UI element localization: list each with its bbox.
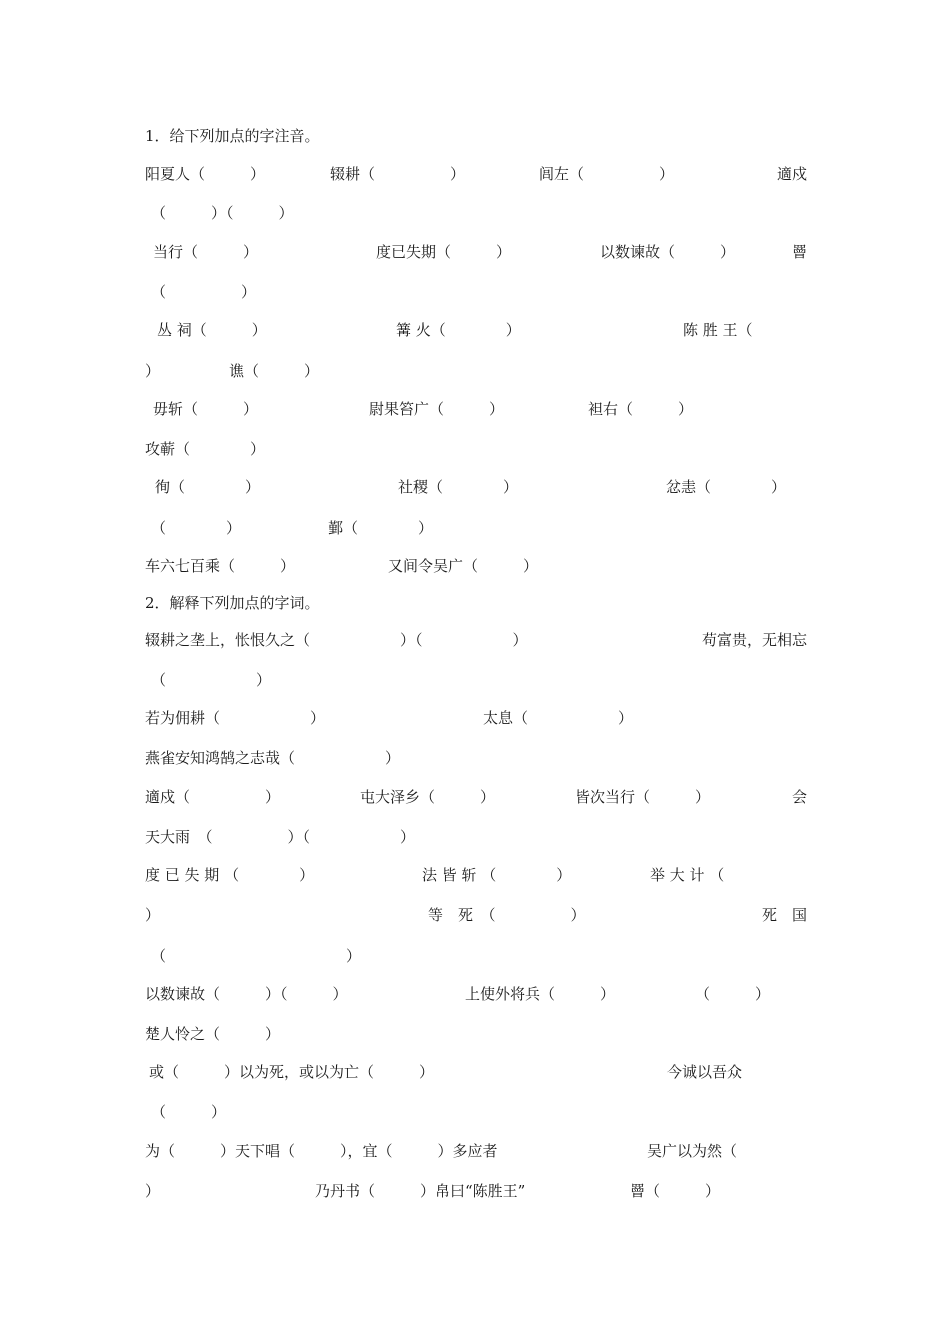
q2-item: 乃丹书（ ）帛曰“陈胜王” [315, 1182, 526, 1200]
q2-item: 法 皆 斩 （ ） [422, 866, 572, 884]
q1-line-2 [145, 201, 807, 225]
q2-item: 吴广以为然（ [647, 1142, 738, 1160]
q2-item: ） [145, 906, 161, 924]
q2-item: 罾（ ） [630, 1182, 721, 1200]
q2-line-15 [145, 1179, 807, 1203]
q2-item: 为（ ）天下唱（ ），宜（ ）多应者 [145, 1142, 498, 1160]
q1-item: 谯（ ） [229, 362, 320, 380]
q2-item: （ ） [151, 1103, 227, 1121]
q2-item: ） [145, 1182, 161, 1200]
q2-item: 屯大泽乡（ ） [360, 788, 496, 806]
q2-line-12 [145, 1060, 807, 1084]
q2-item: 举 大 计 （ [650, 866, 725, 884]
q1-heading [145, 124, 807, 148]
q2-heading-text: 2．解释下列加点的字词。 [145, 594, 320, 612]
q2-item: 苟富贵，无相忘 [701, 631, 807, 649]
q1-item: 阳夏人（ ） [145, 165, 266, 183]
q1-item: 適戍 [776, 165, 807, 183]
q2-item: 死 国 [761, 906, 807, 924]
q1-line-1 [145, 162, 807, 186]
q1-heading-text: 1．给下列加点的字注音。 [145, 127, 320, 145]
q2-line-8 [145, 903, 807, 927]
q2-item: 適戍（ ） [145, 788, 281, 806]
q1-line-7 [145, 397, 807, 421]
q1-item: 尉果笞广（ ） [369, 400, 505, 418]
q2-line-9 [145, 944, 807, 968]
q1-item: 当行（ ） [153, 243, 259, 261]
q1-line-8 [145, 437, 807, 461]
q1-item: 陈 胜 王（ [683, 321, 753, 339]
q1-item: 以数谏故（ ） [600, 243, 736, 261]
q1-item: 又间令吴广（ ） [388, 557, 539, 575]
q2-item: 辍耕之垄上，怅恨久之（ ）（ ） [145, 631, 528, 649]
q2-item: （ ） [695, 985, 771, 1003]
q2-item: 楚人怜之（ ） [145, 1025, 281, 1043]
q1-item: （ ） [151, 283, 257, 301]
q1-item: 罾 [791, 243, 807, 261]
q2-line-7 [145, 863, 807, 887]
q2-item: 太息（ ） [483, 709, 634, 727]
q2-line-3 [145, 706, 807, 730]
q1-item: （ ） [151, 519, 242, 537]
q2-line-2 [145, 668, 807, 692]
q1-item: 度已失期（ ） [376, 243, 512, 261]
q2-item: 燕雀安知鸿鹄之志哉（ ） [145, 749, 401, 767]
q1-line-6 [145, 359, 807, 383]
q1-item: 攻蕲（ ） [145, 440, 266, 458]
q2-item: 今诚以吾众 [667, 1063, 743, 1081]
q1-item: 车六七百乘（ ） [145, 557, 296, 575]
q2-item: 天大雨 （ ）（ ） [145, 828, 416, 846]
q2-item: 皆次当行（ ） [575, 788, 711, 806]
q1-item: 袒右（ ） [588, 400, 694, 418]
q2-line-13 [145, 1100, 807, 1124]
q1-line-10 [145, 516, 807, 540]
q1-item: 社稷（ ） [398, 478, 519, 496]
q1-line-5 [145, 318, 807, 342]
q2-line-4 [145, 746, 807, 770]
q2-item: 或（ ）以为死，或以为亡（ ） [149, 1063, 435, 1081]
q2-item: （ ） [151, 947, 362, 965]
q2-line-5 [145, 785, 807, 809]
q1-item: 徇（ ） [155, 478, 261, 496]
q2-item: 等 死 （ ） [428, 906, 586, 924]
q2-line-1 [145, 628, 807, 652]
q1-item: ） [145, 362, 161, 380]
q1-line-11 [145, 554, 807, 578]
q1-line-3 [145, 240, 807, 264]
q1-line-4 [145, 280, 807, 304]
q1-item: 辍耕（ ） [330, 165, 466, 183]
q2-item: 以数谏故（ ）（ ） [145, 985, 348, 1003]
q2-line-10 [145, 982, 807, 1006]
q2-item: 上使外将兵（ ） [465, 985, 616, 1003]
q2-item: 会 [791, 788, 807, 806]
q2-line-14 [145, 1139, 807, 1163]
q2-item: （ ） [151, 671, 272, 689]
q1-item: 鄞（ ） [328, 519, 434, 537]
q1-item: 毋斩（ ） [153, 400, 259, 418]
q2-item: 度 已 失 期 （ ） [145, 866, 315, 884]
q1-item: 闾左（ ） [539, 165, 675, 183]
q2-line-6 [145, 825, 807, 849]
q1-item: 丛 祠（ ） [157, 321, 267, 339]
q2-line-11 [145, 1022, 807, 1046]
q2-heading [145, 591, 807, 615]
q1-item: 篝 火（ ） [396, 321, 521, 339]
q1-item: 忿恚（ ） [666, 478, 787, 496]
q2-item: 若为佣耕（ ） [145, 709, 326, 727]
q1-item: （ ）（ ） [151, 204, 294, 222]
q1-line-9 [145, 475, 807, 499]
